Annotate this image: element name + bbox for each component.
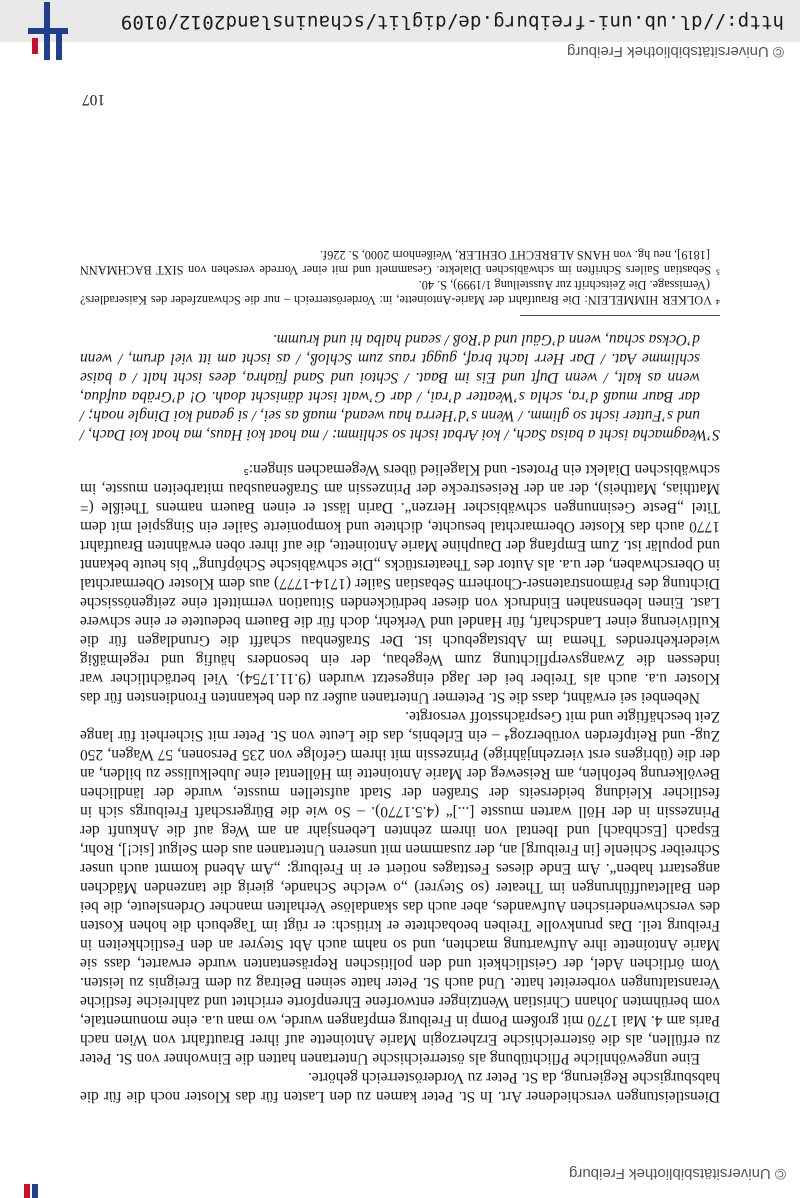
poem-quote: S’Weagmacha ischt a baisa Sach, / koi Arbat ischt so schlimm: / ma hoat koi Haus, ma hoat koi Dach, / und s’Futter ischt so glimm. / Wenn s’d’Herra hau weand, muaß as sei, / si geand koi Dingle noah; / dar Baur muaß d’ra, schla s’Weatter d’rai, / dar G’walt ischt dänischt doah. O! d’Gräba aufdua, wenn as kalt, / wenn Duft und Eis im Baat. / Schtoi und Sand füahra, dees ischt halt / a baise schlimme Aat. / Dar Herr lacht braf, guggt raus zum Schloß, / as ischt am itt viel drum, / wenn d’Ocksa schau, wenn d’Gäul und d’Roß / seand halba hi und krumm. <box>80 331 720 443</box>
footnote-divider <box>520 315 720 316</box>
library-credit-footer: © Universitätsbibliothek Freiburg <box>567 43 784 60</box>
footnote-4: ⁴ VOLKER HIMMELEIN: Die Brautfahrt der Marie-Antoinette, in: Vorderösterreich – nur die Schwanzfeder des Kaiseradlers? (Vernissage. Die Zeitschrift zur Ausstellung 1/1999), S. 40. <box>80 278 720 307</box>
page-number: 107 <box>82 91 106 108</box>
ub-freiburg-logo-icon <box>28 0 68 60</box>
source-url-link[interactable]: http://dl.ub.uni-freiburg.de/diglit/schauinsland2012/0109 <box>120 11 784 33</box>
paragraph-3: Nebenbei sei erwähnt, dass die St. Peterner Untertanen außer zu den bekannten Frondiensten für das Kloster u.a. auch als Treiber bei der Jagd eingesetzt wurden (9.11.1754). Viel beträchtlicher war indessen die Zwangsverpflichtung zum Wegebau, der ein besonders häufig und regelmäßig wiederkehrendes Thema im Abtstagebuch ist. Der Straßenbau schafft die Grundlagen für die Kultivierung einer Landschaft, für Handel und Verkehr, doch für die Bauern bedeutete er eine schwere Last. Einen lebensnahen Eindruck von dieser bedrückenden Situation vermittelt eine zeitgenössische Dichtung des Prämonstratenser-Chorherrn Sebastian Sailer (1714-1777) aus dem Kloster Obermarchtal in Oberschwaben, der u.a. als Autor des Theaterstücks „Die schwäbische Schöpfung“ bis heute bekannt und populär ist. Zum Empfang der Dauphine Marie Antoinette, die auf ihrer oben erwähnten Brautfahrt 1770 auch das Kloster Obermarchtal besuchte, dichtete und komponierte Sailer ein Singspiel mit dem Titel „Beste Gesinnungen schwäbischer Herzen“. Darin lässt er einen Bauern namens Theißle (= Matthias, Mattheis), der an der Reisestrecke der Prinzessin am Straßenausbau mitarbeiten musste, im schwäbischen Dialekt ein Protest- und Klagelied übers Wegemachen singen:⁵ <box>80 461 720 706</box>
library-credit: © Universitätsbibliothek Freiburg <box>569 1165 786 1182</box>
document-body <box>80 247 720 1106</box>
bottom-bar <box>0 0 800 62</box>
top-bar <box>0 1156 800 1198</box>
paragraph-1: Dienstleistungen verschiedener Art. In St. Peter kamen zu den Lasten für das Kloster noch die für die habsburgische Regierung, da St. Peter zu Vorderösterreich gehörte. <box>80 1069 720 1105</box>
paragraph-2: Eine ungewöhnliche Pflichtübung als österreichische Untertanen hatten die Einwohner von St. Peter zu erfüllen, als die österreichische Erzherzogin Marie Antoinette auf ihrer Brautfahrt von Wien nach Paris am 4. Mai 1770 mit großem Pomp in Freiburg empfangen wurde, wo man u.a. eine monumentale, vom berühmten Johann Christian Wentzinger entworfene Ehrenpforte errichtet und zahlreiche festliche Veranstaltungen vorbereitet hatte. Und auch St. Peter hatte seinen Beitrag zu dem Ereignis zu leisten. Vom örtlichen Adel, der Geistlichkeit und den politischen Repräsentanten wurde erwartet, dass sie Marie Antoinette ihre Aufwartung machten, und so nahm auch Abt Steyrer an den Festlichkeiten in Freiburg teil. Das prunkvolle Treiben beobachtete er kritisch: er rügt im Tagebuch die hohen Kosten des verschwenderischen Aufwandes, aber auch das skandalöse Verhalten mancher Ordensleute, die bei den Balletaufführungen im Theater (so Steyrer) „o welche Schande, gierig die tanzenden Mädchen angestarrt haben“. Am Ende dieses Festtages notiert er in Freiburg: „Am Abend kommt auch unser Schreiber Schienle [in Freiburg] an, der zusammen mit unseren Untertanen aus dem Selgut [sic!], Rohr, Espach [Eschbach] und Ibental von ihrem zehnten Lebensjahr an am Weg auf die Ankunft der Prinzessin in der Höll warten musste [...]“ (4.5.1770). – So wie die Bürgerschaft Freiburgs sich in festlicher Kleidung beiderseits der Straßen der Stadt aufstellen musste, wurde der ländlichen Bevölkerung befohlen, am Reiseweg der Marie Antoinette im Höllental eine Jubelkulisse zu bilden, an der die (übrigens erst vierzehnjährige) Prinzessin mit ihrem Gefolge von 235 Personen, 57 Wagen, 250 Zug- und Reitpferden vorüberzog⁴ – ein Erlebnis, das die Leute von St. Peter mit Sicherheit für lange Zeit beschäftigte und mit Gesprächsstoff versorgte. <box>80 708 720 1067</box>
ub-freiburg-logo-small-icon <box>20 1156 44 1198</box>
footnote-5: ⁵ Sebastian Sailers Schriften im schwäbischen Dialekte. Gesammelt und mit einer Vorrede versehen von SIXT BACHMANN [1819], neu hg. von HANS ALBRECHT OEHLER, Weißenhorn 2000, S. 226f. <box>80 248 720 277</box>
